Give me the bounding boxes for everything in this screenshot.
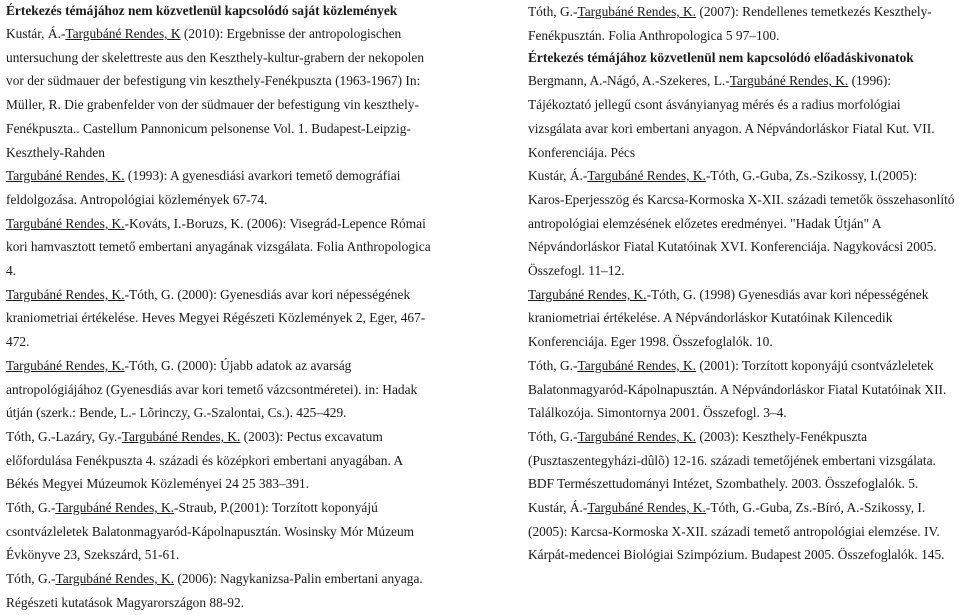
entry-prefix: Kustár, Á.- [528, 500, 588, 516]
entry-text: (2007): Rendellenes temetkezés Keszthely-Fenékpusztán. Folia Anthropologica 5 97–100. [528, 4, 932, 43]
entry-text: (1993): A gyenesdiási avarkori temető demográfiai feldolgozása. Antropológiai közlemények 67-74. [6, 168, 401, 207]
publication-entry [528, 0, 956, 47]
author-highlight: Targubáné Rendes, K. [729, 73, 849, 89]
author-highlight: Targubáné Rendes, K. [577, 357, 697, 373]
entry-text: (2001): Torzított koponyájú csontvázleletek Balatonmagyaród-Kápolnapusztán. A Népvándorláskor Fiatal Kutatóinak XII. Találkozója. Simontornya 2001. Összefogl. 3–4. [528, 357, 947, 421]
author-highlight: Targubáné Rendes, K. [577, 4, 697, 19]
publication-entry [528, 164, 956, 283]
entry-prefix: Kustár, Á.- [528, 168, 588, 184]
entry-text: -Tóth, G. (1998) Gyenesdiás avar kori népességének kraniometriai értékelése. A Népvándorláskor Kutatóinak Kilencedik Konferenciája. Eger 1998. Összefoglalók. 10. [528, 286, 929, 350]
entry-prefix: Tóth, G.- [6, 500, 56, 516]
author-highlight: Targubáné Rendes, K. [587, 500, 706, 516]
author-highlight: Targubáné Rendes, K. [6, 168, 125, 184]
author-highlight: Targubáné Rendes, K. [577, 428, 697, 444]
abstract-list [528, 69, 956, 567]
publication-entry [528, 354, 956, 425]
entry-prefix: Tóth, G.-Lazáry, Gy.- [6, 428, 122, 444]
entry-prefix: Tóth, G.- [528, 357, 578, 373]
left-column [6, 0, 436, 615]
author-highlight: Targubáné Rendes, K. [6, 357, 125, 373]
author-highlight: Targubáné Rendes, K. [55, 571, 175, 587]
entry-prefix: Bergmann, A.-Nágó, A.-Szekeres, L.- [528, 73, 730, 89]
author-highlight: Targubáné Rendes, K. [6, 215, 125, 231]
publication-entry [528, 69, 956, 164]
entry-text: -Tóth, G. (2000): Gyenesdiás avar kori népességének kraniometriai értékelése. Heves Megyei Régészeti Közlemények 2, Eger, 467-472. [6, 286, 426, 350]
entry-text: -Straub, P.(2001): Torzított koponyájú csontvázleletek Balatonmagyaród-Kápolnapusztán. Wosinsky Mór Múzeum Évkönyve 23, Szekszárd, 51-61. [6, 500, 415, 563]
entry-text: -Kováts, I.-Boruzs, K. (2006): Visegrád-Lepence Római kori hamvasztott temető embertani anyagának vizsgálata. Folia Anthropologica 4. [6, 215, 431, 279]
entry-text: (2003): Keszthely-Fenékpuszta (Pusztaszentegyházi-dûlõ) 12-16. századi temetőjének embertani vizsgálata. BDF Természettudományi Intézet, Szombathely. 2003. Összefoglalók. 5. [528, 428, 936, 492]
entry-text: -Tóth, G.-Guba, Zs.-Bíró, A.-Szikossy, I.(2005): Karcsa-Kormoska X-XII. századi temető antropológiai elemzése. IV. Kárpát-medencei Biológiai Szimpózium. Budapest 2005. Összefoglalók. 145. [528, 500, 945, 563]
author-highlight: Targubáné Rendes, K. [55, 500, 175, 516]
publication-entry [6, 164, 436, 211]
right-column [528, 0, 956, 567]
publication-list [6, 22, 436, 615]
publication-entry [6, 354, 436, 425]
entry-prefix: Tóth, G.- [528, 4, 578, 19]
entry-text: (2010): Ergebnisse der antropologischen untersuchung der skelettreste aus den Keszthely-kultur-grabern der nekopolen vor der südmauer der befestigung vin keszthely-Fenékpuszta (1963-1967) In: Müller, R. Die grabenfelder von der südmauer der befestigung vin keszthely-Fenékpuszta.. Castellum Pannonicum pelsonense Vol. 1. Budapest-Leipzig-Keszthely-Rahden [6, 26, 425, 160]
entry-prefix: Tóth, G.- [6, 571, 56, 587]
section-heading-indirect-publications: Értekezés témájához nem közvetlenül kapcsolódó saját közlemények [6, 3, 398, 18]
author-highlight: Targubáné Rendes, K. [121, 428, 241, 444]
entry-prefix: Tóth, G.- [528, 428, 578, 444]
entry-text: -Tóth, G.-Guba, Zs.-Szikossy, I.(2005): Karos-Eperjesszög és Karcsa-Kormoska X-XII. századi temetők összehasonlító antropológiai elemzésének előzetes eredményei. "Hadak Útján" A Népvándorláskor Fiatal Kutatóinak XVI. Konferenciája. Nagykovácsi 2005. Összefogl. 11–12. [528, 168, 955, 279]
section-heading-abstracts: Értekezés témájához közvetlenül nem kapcsolódó előadáskivonatok [528, 50, 914, 66]
author-highlight: Targubáné Rendes, K [65, 26, 181, 41]
publication-entry [6, 496, 436, 567]
publication-entry [6, 212, 436, 283]
entry-text: -Tóth, G. (2000): Újabb adatok az avarság antropológiájához (Gyenesdiás avar kori temető vázcsontméretei). in: Hadak útján (szerk.: Bende, L.- Lõrinczy, G.-Szalontai, Cs.). 425–429. [6, 357, 418, 421]
entry-prefix: Kustár, Á.- [6, 26, 66, 41]
entry-text: (1996): Tájékoztató jellegű csont ásványianyag mérés és a radius morfológiai vizsgálata avar kori embertani anyagon. A Népvándorláskor Fiatal Kut. VII. Konferenciája. Pécs [528, 73, 935, 160]
author-highlight: Targubáné Rendes, K. [6, 286, 125, 302]
publication-entry [6, 425, 436, 496]
publication-entry [6, 22, 436, 164]
publication-entry [528, 283, 956, 354]
author-highlight: Targubáné Rendes, K. [528, 286, 647, 302]
entry-text: (2003): Pectus excavatum előfordulása Fenékpuszta 4. századi és középkori embertani anyagában. A Békés Megyei Múzeumok Közleményei 24 25 383–391. [6, 428, 403, 492]
publication-entry [6, 567, 436, 614]
author-highlight: Targubáné Rendes, K. [587, 168, 706, 184]
publication-entry [6, 283, 436, 354]
publication-entry [528, 496, 956, 567]
publication-entry [528, 425, 956, 496]
entry-text: (2006): Nagykanizsa-Palin embertani anyaga. Régészeti kutatások Magyarországon 88-92. [6, 571, 423, 610]
